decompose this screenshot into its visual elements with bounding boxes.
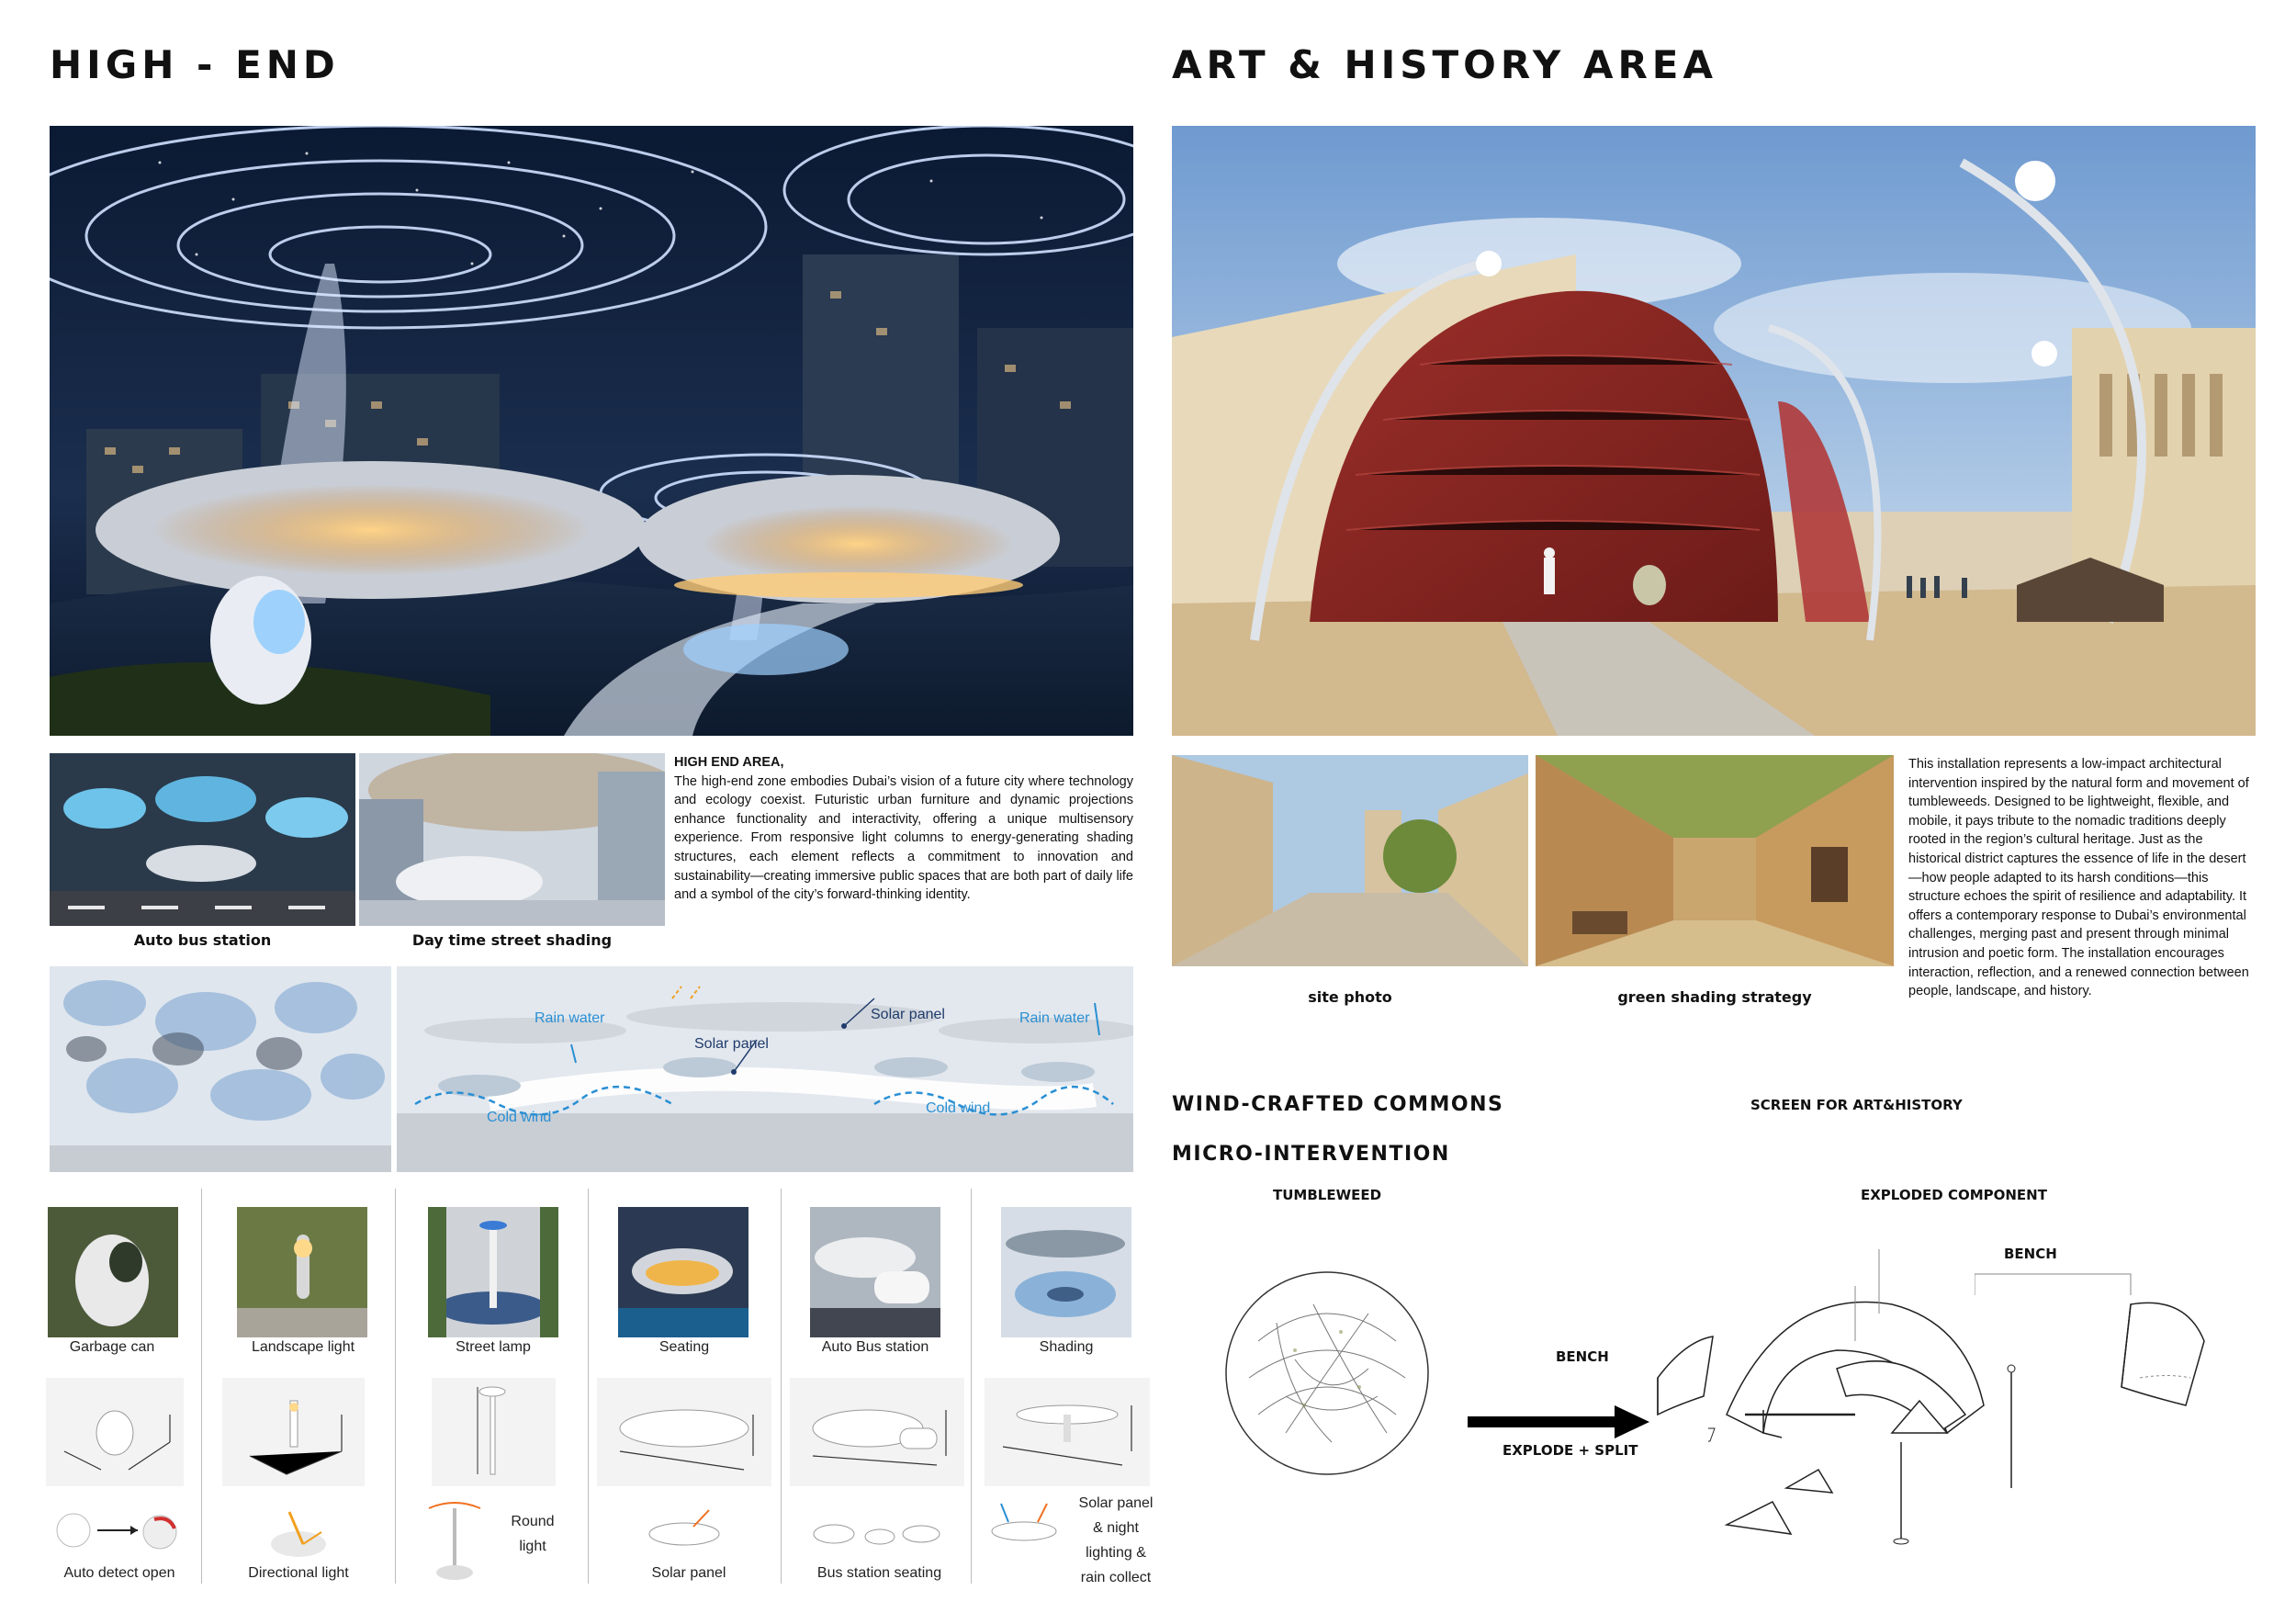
green-shading-strategy-photo — [1536, 755, 1894, 966]
right-page-title: ART & HISTORY AREA — [1172, 42, 1717, 87]
divider-2 — [395, 1189, 396, 1584]
round-light-icon — [418, 1499, 491, 1582]
art-history-description: This installation represents a low-impact architectural intervention inspired by the natural form and movement of tumbleweeds. Designed to be lightweight, flexible, and mobile, it pays tribute to the nomadic traditions deeply rooted in the region’s cultural heritage. Just as the historical district captures the essence of life in the desert—how people adapted to its harsh conditions—this structure echoes the spirit of resilience and adaptability. It offers a contemporary response to Dubai’s environmental challenges, merging past and present through minimal intrusion and poetic form. The installation encourages interaction, reflection, and a renewed connection between people, landscape, and history. — [1908, 757, 2249, 999]
aerial-plan-diagram — [50, 966, 391, 1172]
street-lamp-dimension-drawing — [432, 1378, 556, 1486]
round-light-label-2: light — [519, 1539, 546, 1554]
shading-dimension-drawing — [985, 1378, 1150, 1486]
garbage-can-photo — [48, 1207, 178, 1337]
round-light-label-1: Round — [511, 1514, 555, 1529]
wind-crafted-commons-subtitle: WIND-CRAFTED COMMONS — [1172, 1093, 1504, 1116]
green-shading-strategy-caption: green shading strategy — [1617, 988, 1812, 1006]
shading-feature-line-3: lighting & — [1086, 1545, 1146, 1561]
cold-wind-label-1: Cold wind — [487, 1110, 552, 1125]
shading-label: Shading — [1039, 1339, 1094, 1355]
divider-5 — [971, 1189, 972, 1584]
auto-detect-open-icon — [53, 1503, 182, 1558]
divider-4 — [781, 1189, 782, 1584]
auto-bus-station-photo — [810, 1207, 940, 1337]
auto-bus-station-dimension-drawing — [790, 1378, 964, 1486]
directional-light-icon — [262, 1503, 335, 1562]
garbage-can-dimension-drawing — [46, 1378, 184, 1486]
section-strategy-diagram — [397, 966, 1133, 1172]
auto-bus-station-caption: Auto bus station — [133, 931, 272, 949]
solar-panel-label-2: Solar panel — [871, 1007, 945, 1022]
auto-bus-station-label: Auto Bus station — [821, 1339, 929, 1355]
high-end-body: The high-end zone embodies Dubai’s vision of a future city where technology and ecology coexist. Futuristic urban furniture and dynamic projections enhance functionality and interactivity, offering a unique multisensory experience. From responsive light columns to energy-generating shading structures, each element reflects a commitment to innovation and sustainability—creating immersive public spaces that are both part of daily life and a symbol of the city’s forward-thinking identity. — [674, 773, 1133, 903]
bench-small-label: BENCH — [1556, 1348, 1609, 1365]
shading-features-icon — [983, 1499, 1065, 1563]
street-lamp-photo — [428, 1207, 558, 1337]
bus-station-seating-label: Bus station seating — [816, 1565, 942, 1581]
shading-feature-line-2: & night — [1093, 1520, 1139, 1536]
seating-label: Seating — [658, 1339, 710, 1355]
auto-detect-open-label: Auto detect open — [63, 1565, 175, 1581]
rain-water-label-1: Rain water — [535, 1010, 605, 1026]
seating-dimension-drawing — [597, 1378, 771, 1486]
exploded-component-label: EXPLODED COMPONENT — [1861, 1187, 2047, 1203]
high-end-description — [674, 753, 1133, 905]
tumbleweed-label: TUMBLEWEED — [1273, 1187, 1382, 1203]
cold-wind-label-2: Cold wind — [926, 1100, 991, 1116]
bus-station-seating-icon — [806, 1506, 944, 1558]
micro-intervention-subtitle: MICRO-INTERVENTION — [1172, 1143, 1450, 1166]
bench-large-label: BENCH — [2004, 1246, 2057, 1262]
street-lamp-label: Street lamp — [456, 1339, 531, 1355]
shading-photo — [1001, 1207, 1131, 1337]
tumbleweed-sketch — [1221, 1268, 1433, 1479]
seating-solar-panel-icon — [643, 1506, 726, 1558]
landscape-light-photo — [237, 1207, 367, 1337]
divider-1 — [201, 1189, 202, 1584]
garbage-can-label: Garbage can — [69, 1339, 155, 1355]
high-end-hero-render — [50, 126, 1133, 736]
explode-split-label: EXPLODE + SPLIT — [1503, 1442, 1638, 1459]
rain-water-label-2: Rain water — [1019, 1010, 1090, 1026]
bench-large-leader-line — [1975, 1263, 2140, 1300]
shading-feature-line-4: rain collect — [1080, 1570, 1152, 1585]
high-end-heading: HIGH END AREA, — [674, 755, 784, 770]
solar-panel-label-1: Solar panel — [694, 1036, 769, 1052]
day-time-street-shading-caption: Day time street shading — [411, 931, 613, 949]
art-history-hero-render — [1172, 126, 2256, 736]
landscape-light-label: Landscape light — [251, 1339, 355, 1355]
explode-arrow — [1468, 1404, 1649, 1440]
site-photo-caption: site photo — [1308, 988, 1392, 1006]
site-photo — [1172, 755, 1528, 966]
bench-large-drawing — [2112, 1286, 2223, 1415]
divider-3 — [588, 1189, 589, 1584]
seating-solar-panel-label: Solar panel — [651, 1565, 726, 1581]
auto-bus-station-thumb — [50, 753, 355, 926]
left-page-title: HIGH - END — [50, 42, 340, 87]
screen-label: SCREEN FOR ART&HISTORY — [1750, 1097, 1963, 1113]
directional-light-label: Directional light — [248, 1565, 349, 1581]
shading-feature-line-1: Solar panel — [1078, 1495, 1154, 1511]
seating-photo — [618, 1207, 748, 1337]
day-time-street-shading-thumb — [359, 753, 665, 926]
landscape-light-dimension-drawing — [222, 1378, 365, 1486]
